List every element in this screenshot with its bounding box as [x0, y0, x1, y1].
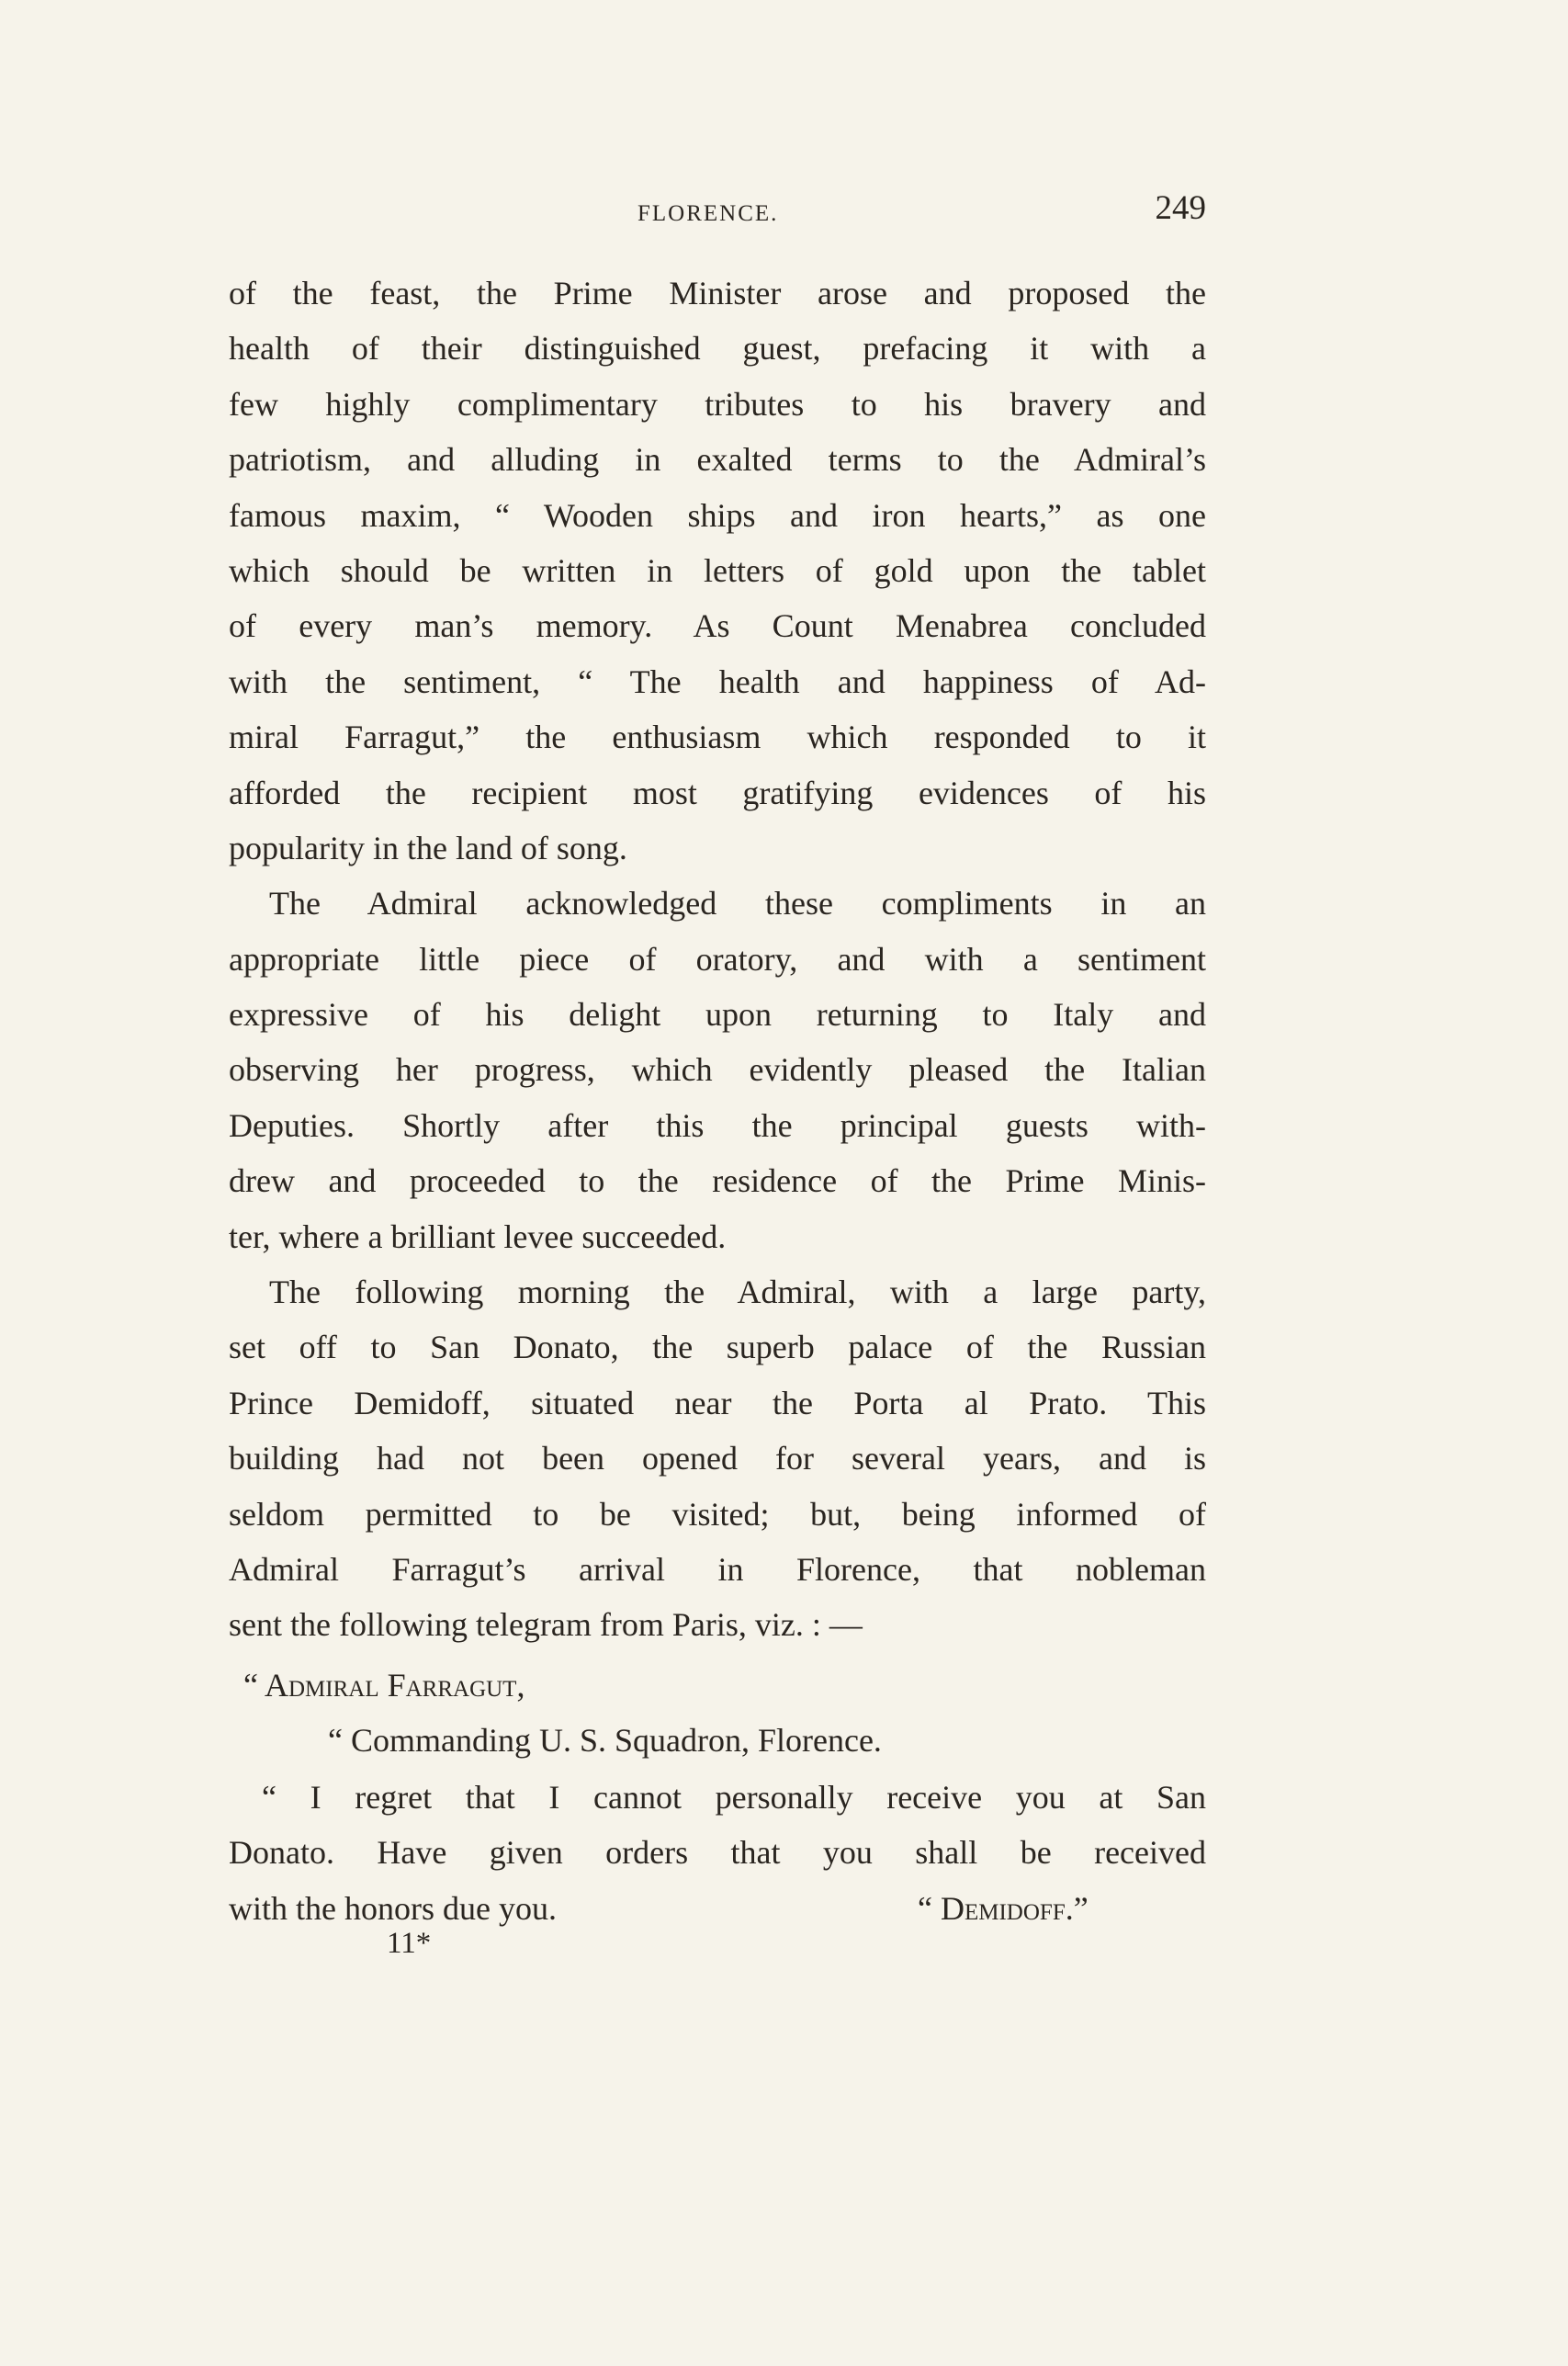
body-line: building had not been opened for several years, and is	[229, 1440, 1206, 1477]
body-line: patriotism, and alluding in exalted terms to the Admiral’s	[229, 441, 1206, 479]
telegram-addressee-sub: “ Commanding U. S. Squadron, Florence.	[328, 1722, 882, 1759]
body-line: Admiral Farragut’s arrival in Florence, that nobleman	[229, 1550, 1206, 1588]
body-line: expressive of his delight upon returning to Italy and	[229, 996, 1206, 1034]
running-head: FLORENCE.	[637, 201, 779, 226]
body-line: of the feast, the Prime Minister arose and proposed the	[229, 275, 1206, 311]
telegram-line: with the honors due you.	[229, 1889, 557, 1927]
telegram-body	[229, 1770, 1206, 1936]
body-line: appropriate little piece of oratory, and with a sentiment	[229, 940, 1206, 978]
body-line: of every man’s memory. As Count Menabrea concluded	[229, 607, 1206, 645]
body-line: set off to San Donato, the superb palace of the Russian	[229, 1329, 1206, 1366]
body-line: afforded the recipient most gratifying evidences of his	[229, 774, 1206, 811]
body-line: seldom permitted to be visited; but, being informed of	[229, 1495, 1206, 1533]
body-line: with the sentiment, “ The health and happiness of Ad-	[229, 662, 1206, 700]
telegram-addressee: “ Admiral Farragut,	[243, 1667, 525, 1704]
telegram-line: “ I regret that I cannot personally receive you at San	[262, 1779, 1206, 1816]
body-line: Deputies. Shortly after this the principal guests with-	[229, 1106, 1206, 1144]
body-line: famous maxim, “ Wooden ships and iron hearts,” as one	[229, 496, 1206, 534]
body-line: Prince Demidoff, situated near the Porta al Prato. This	[229, 1384, 1206, 1421]
body-line: miral Farragut,” the enthusiasm which responded to it	[229, 719, 1206, 756]
body-line: which should be written in letters of gold upon the tablet	[229, 551, 1206, 589]
signature-mark: 11*	[387, 1927, 432, 1960]
body-line: sent the following telegram from Paris, viz. : —	[229, 1606, 863, 1644]
telegram-signature: “ Demidoff.”	[918, 1889, 1089, 1927]
body-line: The following morning the Admiral, with a large party,	[269, 1274, 1206, 1311]
body-line: ter, where a brilliant levee succeeded.	[229, 1217, 727, 1255]
body-line: health of their distinguished guest, prefacing it with a	[229, 330, 1206, 368]
page-header	[229, 188, 1206, 243]
body-line: popularity in the land of song.	[229, 829, 627, 866]
telegram-closing-line	[229, 1881, 1206, 1936]
page-number: 249	[1155, 189, 1206, 227]
body-line: The Admiral acknowledged these compliments in an	[269, 885, 1206, 923]
body-line: drew and proceeded to the residence of the Prime Minis-	[229, 1162, 1206, 1200]
body-text	[229, 266, 1206, 1653]
telegram-line: Donato. Have given orders that you shall be received	[229, 1834, 1206, 1872]
body-line: observing her progress, which evidently pleased the Italian	[229, 1051, 1206, 1089]
body-line: few highly complimentary tributes to his bravery and	[229, 385, 1206, 423]
